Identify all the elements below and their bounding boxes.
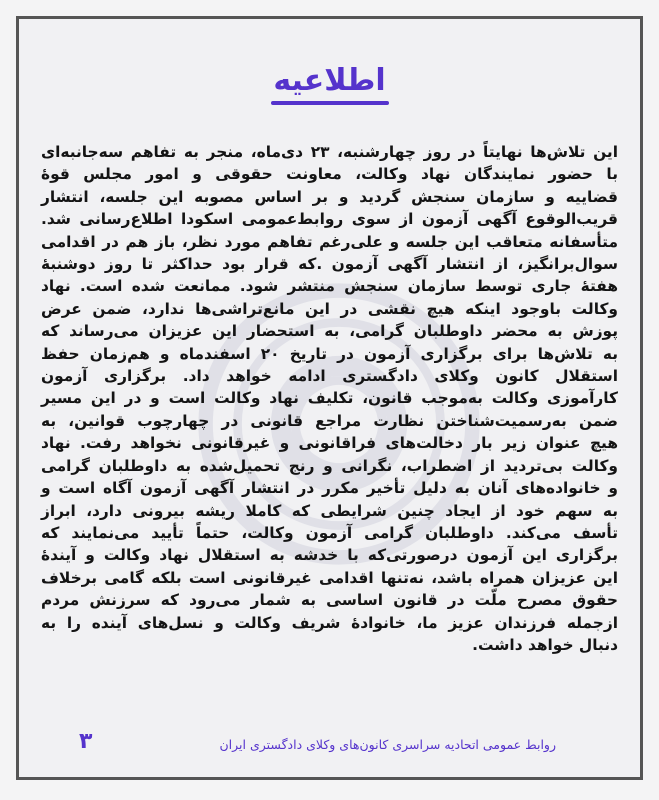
body-line: هیچ عنوان زیر بار دخالت‌های فراقانونی و غیرقانونی نخواهد رفت. نهاد <box>41 434 618 453</box>
body-line: قضاییه و سازمان سنجش گردید و بر اساس مصوبه این جلسه، انتشار <box>41 187 618 206</box>
title-underline <box>271 101 389 105</box>
body-line: هفتۀ جاری توسط سازمان سنجش منتشر شود. ممانعت شده است. نهاد <box>41 277 618 296</box>
body-line: ازجمله فرزندان عزیز ما، خانوادۀ شریف وکالت و نسل‌های آینده را به <box>41 613 618 632</box>
body-line: به تلاش‌ها برای برگزاری آزمون در تاریخ ۲۰ اسفندماه و هم‌زمان حفظ <box>41 344 619 363</box>
body-line: به سهم خود از ایجاد چنین شرایطی که کاملا ریشه بیرونی دارد، ابراز <box>41 501 618 520</box>
body-line: کارآموزی وکالت به‌موجب قانون، تکلیف نهاد وکالت است و در این مسیر <box>41 389 618 408</box>
body-line: این عزیزان همراه باشد، نه‌تنها اقدامی غیرقانونی است بلکه گامی برخلاف <box>41 568 618 587</box>
body-line: تأسف می‌کند. داوطلبان گرامی آزمون وکالت، حتماً تأیید می‌نمایند که <box>41 523 618 542</box>
footer-organization: روابط عمومی اتحادیه سراسری کانون‌های وکلای دادگستری ایران <box>219 737 556 752</box>
title-block <box>19 63 640 105</box>
body-line: سوال‌برانگیز، از انتشار آگهی آزمون .که قرار بود حداکثر تا روز دوشنبۀ <box>41 255 618 274</box>
body-line: و خانواده‌های آنان به دلیل تأخیر مکرر در انتشار آگهی آزمون آگاه است و <box>41 479 618 498</box>
body-line: ضمن به‌رسمیت‌شناختن نظارت مراجع قانونی در چهارچوب قوانین، به <box>41 411 618 430</box>
body-line: برگزاری این آزمون درصورتی‌که با خدشه به استقلال نهاد وکالت و آیندۀ <box>41 546 618 565</box>
body-line: دنبال خواهد داشت. <box>472 635 618 654</box>
body-line: متأسفانه متعاقب این جلسه و علی‌رغم تفاهم مورد نظر، باز هم در اقدامی <box>41 232 618 251</box>
notice-body <box>41 141 618 656</box>
footer <box>41 729 618 761</box>
body-line: وکالت بی‌تردید از اضطراب، نگرانی و رنج تحمیل‌شده به داوطلبان گرامی <box>41 456 618 475</box>
body-line: وکالت باوجود اینکه هیچ نقشی در این مانع‌تراشی‌ها ندارد، ضمن عرض <box>41 299 618 318</box>
body-line: با حضور نمایندگان نهاد وکالت، معاونت حقوقی و امور مجلس قوۀ <box>41 165 618 184</box>
body-line: قریب‌الوقوع آگهی آزمون از سوی روابط‌عمومی اسکودا اطلاع‌رسانی شد. <box>41 210 618 229</box>
body-line: استقلال کانون وکلای دادگستری ادامه خواهد داد. برگزاری آزمون <box>41 367 618 386</box>
page-number: ۳ <box>79 729 93 754</box>
body-line: این تلاش‌ها نهایتاً در روز چهارشنبه، ۲۳ دی‌ماه، منجر به تفاهم سه‌جانبه‌ای <box>41 143 618 161</box>
body-line: حقوق مصرح ملّت در قانون اساسی به شمار می‌رود که سرزنش مردم <box>41 591 618 610</box>
page-title: اطلاعیه <box>273 63 386 98</box>
body-line: پوزش به محضر داوطلبان گرامی، به استحضار این عزیزان می‌رساند که <box>41 322 618 341</box>
notice-frame <box>16 16 643 780</box>
